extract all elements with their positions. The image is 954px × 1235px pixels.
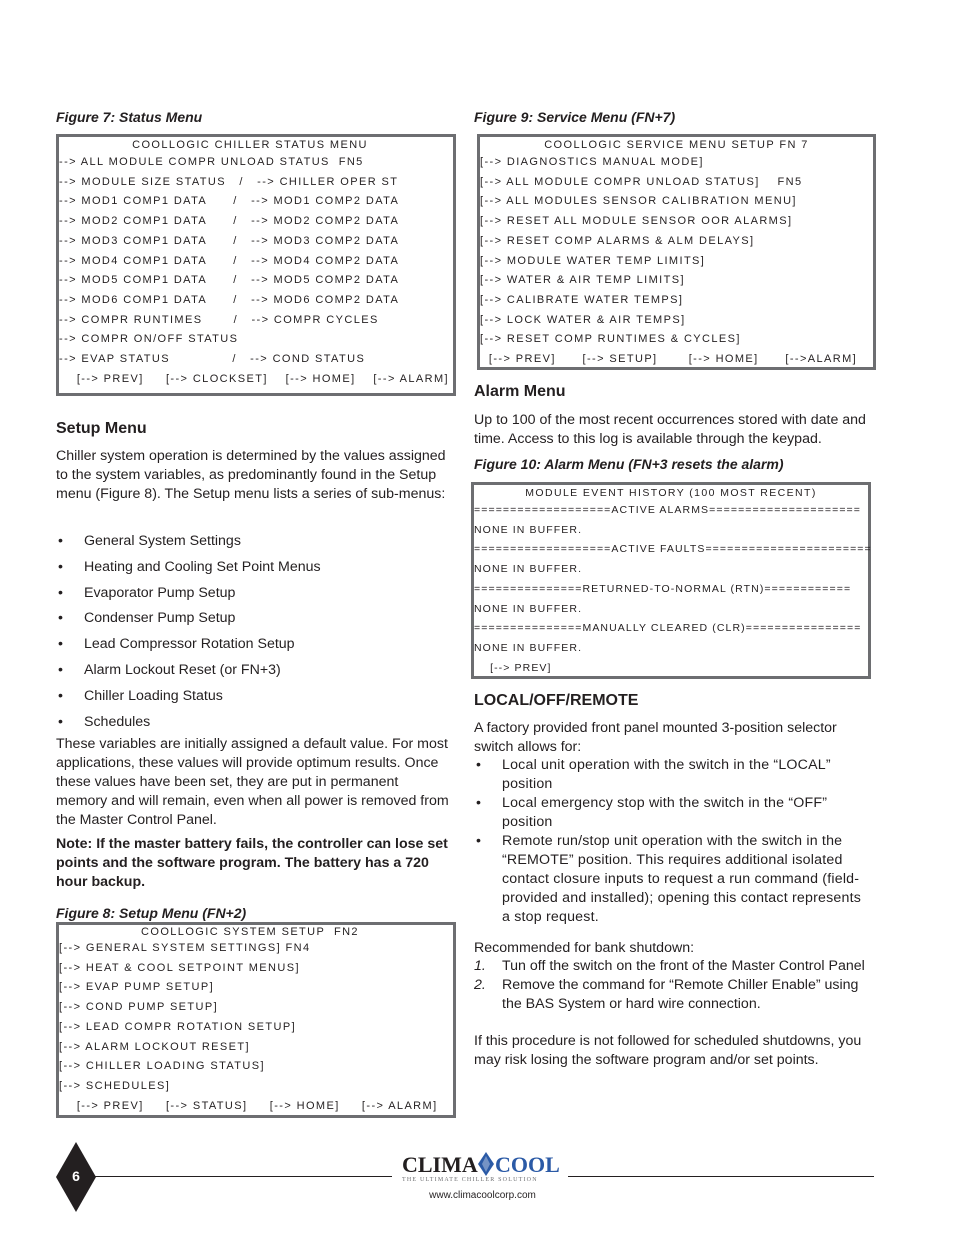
battery-note: Note: If the master battery fails, the controller can lose set points and the software program. The battery has a 720 hour backup. [56, 836, 448, 890]
alarm-menu-lines [474, 501, 872, 678]
setup-submenu-item [56, 606, 451, 632]
setup-menu-line: [--> COND PUMP SETUP] [59, 1001, 219, 1014]
service-menu-lines [480, 153, 873, 370]
alarm-menu-line: ===============MANUALLY CLEARED (CLR)================ [474, 622, 862, 635]
setup-submenu-item [56, 632, 451, 658]
logo-cool-text: COOL [495, 1152, 560, 1177]
bullet-icon: • [58, 636, 63, 653]
alarm-menu-line: ===================ACTIVE ALARMS===================== [474, 504, 862, 516]
service-menu-line: [--> CALIBRATE WATER TEMPS] [480, 293, 684, 306]
setup-submenu-list [56, 529, 451, 735]
setup-menu-line: [--> PREV] [--> STATUS] [--> HOME] [--> ALARM] [59, 1099, 438, 1112]
setup-submenu-item-text: Heating and Cooling Set Point Menus [84, 558, 321, 575]
switch-option-item-text: Local unit operation with the switch in the “LOCAL” position [502, 757, 831, 792]
page-number-badge [56, 1142, 96, 1212]
service-menu-line: [--> PREV] [--> SETUP] [--> HOME] [-->ALARM] [480, 353, 858, 366]
setup-menu-line: [--> SCHEDULES] [59, 1079, 171, 1092]
step-number: 2. [474, 977, 486, 993]
service-menu-title: COOLLOGIC SERVICE MENU SETUP FN 7 [544, 139, 809, 151]
alarm-menu-line: ===================ACTIVE FAULTS======================= [474, 543, 872, 556]
bullet-icon: • [58, 533, 63, 549]
setup-menu-line: [--> LEAD COMPR ROTATION SETUP] [59, 1020, 297, 1033]
setup-menu-line: [--> EVAP PUMP SETUP] [59, 981, 215, 994]
footer-rule-right [568, 1176, 874, 1177]
setup-submenu-item [56, 710, 451, 736]
bullet-icon: • [476, 833, 482, 849]
service-menu-line: [--> MODULE WATER TEMP LIMITS] [480, 254, 706, 267]
setup-menu-lines [59, 939, 453, 1116]
switch-option-item [474, 832, 872, 927]
status-menu-lines [59, 153, 453, 389]
service-menu-line: [--> LOCK WATER & AIR TEMPS] [480, 313, 686, 326]
setup-submenu-item-text: Schedules [84, 713, 151, 730]
setup-menu-screen [56, 922, 456, 1118]
step-number: 1. [474, 958, 486, 974]
setup-defaults-paragraph: These variables are initially assigned a default value. For most applications, these values will provide optimum results. Once these values have been set, they are put in permanent memory and will remain, even when all power is removed from the Master Control Panel. [56, 736, 449, 828]
alarm-menu-paragraph: Up to 100 of the most recent occurrences stored with date and time. Access to this log is available through the keypad. [474, 412, 866, 447]
status-menu-line: [--> PREV] [--> CLOCKSET] [--> HOME] [--> ALARM] [59, 372, 449, 385]
setup-submenu-item [56, 529, 451, 555]
switch-option-item-text: Remote run/stop unit operation with the switch in the “REMOTE” position. This requires additional isolated contact closure inputs to request a run command (field-provided and installed); opening this contact represents a stop request. [502, 833, 862, 925]
setup-submenu-item-text: Chiller Loading Status [84, 687, 223, 704]
footer-url: www.climacoolcorp.com [429, 1190, 536, 1201]
step-text: Remove the command for “Remote Chiller Enable” using the BAS System or hard wire connection. [502, 977, 859, 1012]
service-menu-line: [--> DIAGNOSTICS MANUAL MODE] [480, 156, 704, 168]
setup-menu-line: [--> ALARM LOCKOUT RESET] [59, 1040, 250, 1053]
switch-option-item [474, 756, 872, 794]
bullet-icon: • [58, 687, 63, 704]
status-menu-line: --> EVAP STATUS / --> COND STATUS [59, 353, 366, 366]
bullet-icon: • [58, 558, 63, 575]
switch-option-item-text: Local emergency stop with the switch in the “OFF” position [502, 795, 828, 830]
figure-8-caption: Figure 8: Setup Menu (FN+2) [56, 905, 247, 921]
footer-rule-left [92, 1176, 392, 1177]
status-menu-title: COOLLOGIC CHILLER STATUS MENU [132, 139, 368, 151]
status-menu-line: --> COMPR ON/OFF STATUS [59, 333, 239, 346]
service-menu-line: [--> ALL MODULES SENSOR CALIBRATION MENU] [480, 195, 797, 208]
figure-7-caption: Figure 7: Status Menu [56, 109, 203, 125]
setup-submenu-item-text: Lead Compressor Rotation Setup [84, 636, 295, 653]
climacool-logo [400, 1152, 565, 1188]
service-menu-line: [--> RESET COMP RUNTIMES & CYCLES] [480, 333, 741, 346]
status-menu-line: --> MOD3 COMP1 DATA / --> MOD3 COMP2 DATA [59, 234, 400, 247]
bullet-icon: • [476, 795, 482, 811]
setup-menu-line: [--> GENERAL SYSTEM SETTINGS] FN4 [59, 942, 311, 954]
figure-10-caption: Figure 10: Alarm Menu (FN+3 resets the alarm) [474, 456, 784, 472]
status-menu-line: --> MOD2 COMP1 DATA / --> MOD2 COMP2 DATA [59, 215, 400, 228]
local-intro-paragraph: A factory provided front panel mounted 3-position selector switch allows for: [474, 720, 837, 755]
logo-clima-text: CLIMA [402, 1152, 478, 1177]
alarm-menu-line: NONE IN BUFFER. [474, 563, 583, 576]
status-menu-screen [56, 134, 456, 396]
setup-submenu-item-text: Evaporator Pump Setup [84, 584, 236, 601]
service-menu-line: [--> RESET ALL MODULE SENSOR OOR ALARMS] [480, 215, 793, 228]
setup-submenu-item [56, 581, 451, 607]
recommended-label: Recommended for bank shutdown: [474, 940, 695, 956]
status-menu-line: --> MOD6 COMP1 DATA / --> MOD6 COMP2 DATA [59, 293, 400, 306]
setup-menu-title: COOLLOGIC SYSTEM SETUP FN2 [141, 926, 359, 938]
status-menu-line: --> MOD5 COMP1 DATA / --> MOD5 COMP2 DATA [59, 274, 400, 287]
setup-intro-paragraph: Chiller system operation is determined by the values assigned to the system variables, as predominantly found in the Setup menu (Figure 8). The Setup menu lists a series of sub-menus: [56, 448, 446, 502]
alarm-menu-heading: Alarm Menu [474, 383, 566, 400]
alarm-menu-line: ===============RETURNED-TO-NORMAL (RTN)============ [474, 582, 852, 595]
logo-droplet-icon [478, 1152, 494, 1176]
setup-submenu-item [56, 658, 451, 684]
status-menu-line: --> ALL MODULE COMPR UNLOAD STATUS FN5 [59, 156, 364, 168]
bullet-icon: • [476, 757, 482, 773]
alarm-menu-line: NONE IN BUFFER. [474, 523, 583, 536]
setup-submenu-item-text: Alarm Lockout Reset (or FN+3) [84, 661, 281, 678]
shutdown-step [474, 957, 872, 976]
bullet-icon: • [58, 713, 63, 730]
service-menu-line: [--> ALL MODULE COMPR UNLOAD STATUS] FN5 [480, 175, 803, 188]
setup-menu-line: [--> CHILLER LOADING STATUS] [59, 1060, 265, 1073]
setup-submenu-item [56, 555, 451, 581]
logo-tagline: THE ULTIMATE CHILLER SOLUTION [402, 1177, 538, 1183]
setup-menu-line: [--> HEAT & COOL SETPOINT MENUS] [59, 961, 300, 974]
status-menu-line: --> MODULE SIZE STATUS / --> CHILLER OPER ST [59, 175, 399, 188]
local-off-remote-heading: LOCAL/OFF/REMOTE [474, 692, 639, 709]
setup-submenu-item [56, 684, 451, 710]
bullet-icon: • [58, 661, 63, 678]
page-number: 6 [72, 1168, 80, 1184]
service-menu-line: [--> RESET COMP ALARMS & ALM DELAYS] [480, 234, 755, 247]
alarm-menu-line: NONE IN BUFFER. [474, 602, 583, 615]
local-switch-list [474, 756, 872, 927]
shutdown-step [474, 976, 872, 1014]
service-menu-line: [--> WATER & AIR TEMP LIMITS] [480, 274, 685, 287]
status-menu-line: --> MOD4 COMP1 DATA / --> MOD4 COMP2 DATA [59, 254, 400, 267]
setup-submenu-item-text: General System Settings [84, 533, 241, 549]
setup-submenu-item-text: Condenser Pump Setup [84, 610, 236, 627]
alarm-menu-title: MODULE EVENT HISTORY (100 MOST RECENT) [525, 487, 817, 499]
service-menu-screen [477, 134, 876, 370]
alarm-menu-line: NONE IN BUFFER. [474, 641, 583, 654]
setup-menu-heading: Setup Menu [56, 420, 147, 437]
switch-option-item [474, 794, 872, 832]
alarm-menu-line: [--> PREV] [474, 661, 552, 674]
status-menu-line: --> COMPR RUNTIMES / --> COMPR CYCLES [59, 313, 379, 326]
shutdown-warning: If this procedure is not followed for scheduled shutdowns, you may risk losing the software program and/or set points. [474, 1033, 862, 1068]
shutdown-steps-list [474, 957, 872, 1014]
step-text: Tun off the switch on the front of the Master Control Panel [502, 958, 865, 974]
bullet-icon: • [58, 610, 63, 627]
figure-9-caption: Figure 9: Service Menu (FN+7) [474, 109, 676, 125]
status-menu-line: --> MOD1 COMP1 DATA / --> MOD1 COMP2 DATA [59, 195, 400, 208]
alarm-menu-screen [471, 482, 871, 679]
bullet-icon: • [58, 584, 63, 601]
